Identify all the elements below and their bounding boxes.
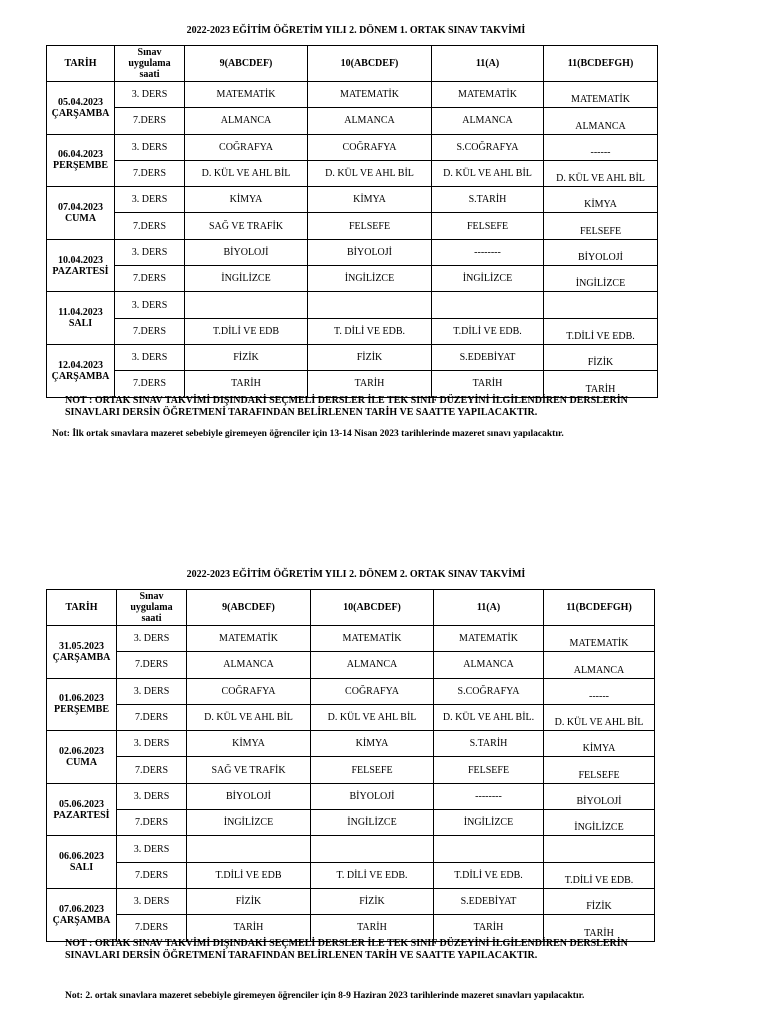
- date-value: 05.04.2023: [58, 96, 103, 108]
- day-name: PAZARTESİ: [53, 809, 110, 821]
- grade-10-cell: BİYOLOJİ: [308, 239, 432, 265]
- day-name: CUMA: [65, 756, 98, 768]
- date-cell: [47, 888, 117, 941]
- table-row: [47, 187, 658, 213]
- grade-11bcdefgh-cell: KİMYA: [544, 187, 658, 213]
- day-name: PERŞEMBE: [53, 704, 109, 716]
- period-cell: 3. DERS: [117, 678, 187, 704]
- period-cell: 3. DERS: [115, 187, 185, 213]
- grade-11bcdefgh-cell: ------: [544, 134, 658, 160]
- date-cell: [47, 292, 115, 345]
- grade-10-cell: İNGİLİZCE: [308, 266, 432, 292]
- header-grade-10: 10(ABCDEF): [311, 590, 434, 626]
- grade-10-cell: MATEMATİK: [308, 82, 432, 108]
- grade-10-cell: D. KÜL VE AHL BİL: [311, 704, 434, 730]
- table-row: [47, 266, 658, 292]
- date-cell: [47, 731, 117, 784]
- grade-11bcdefgh-cell: [544, 292, 658, 318]
- grade-10-cell: FİZİK: [311, 888, 434, 914]
- grade-10-cell: D. KÜL VE AHL BİL: [308, 160, 432, 186]
- period-cell: 7.DERS: [117, 862, 187, 888]
- grade-9-cell: FİZİK: [187, 888, 311, 914]
- table-row: [47, 862, 655, 888]
- header-grade-10: 10(ABCDEF): [308, 46, 432, 82]
- grade-11bcdefgh-cell: TARİH: [544, 371, 658, 397]
- grade-10-cell: MATEMATİK: [311, 626, 434, 652]
- table-row: [47, 371, 658, 397]
- period-cell: 7.DERS: [115, 371, 185, 397]
- grade-11bcdefgh-cell: ------: [544, 678, 655, 704]
- grade-9-cell: FİZİK: [185, 344, 308, 370]
- grade-9-cell: SAĞ VE TRAFİK: [187, 757, 311, 783]
- grade-11bcdefgh-cell: KİMYA: [544, 731, 655, 757]
- period-cell: 3. DERS: [115, 239, 185, 265]
- table-row: [47, 82, 658, 108]
- header-exam-period-line2: uygulama: [128, 58, 171, 69]
- day-name: ÇARŞAMBA: [51, 370, 110, 382]
- header-exam-period-line1: Sınav: [139, 591, 164, 602]
- grade-10-cell: KİMYA: [311, 731, 434, 757]
- grade-9-cell: COĞRAFYA: [185, 134, 308, 160]
- exam2-note-makeup: Not: 2. ortak sınavlara mazeret sebebiyle giremeyen öğrenciler için 8-9 Haziran 2023 tarihlerinde mazeret sınavları yapılacaktır.: [65, 991, 585, 1001]
- table-row: [47, 344, 658, 370]
- grade-11a-cell: S.TARİH: [432, 187, 544, 213]
- grade-11bcdefgh-cell: FELSEFE: [544, 213, 658, 239]
- grade-11a-cell: S.COĞRAFYA: [434, 678, 544, 704]
- day-name: PAZARTESİ: [52, 265, 109, 277]
- grade-11a-cell: TARİH: [432, 371, 544, 397]
- date-value: 31.05.2023: [59, 640, 104, 652]
- grade-10-cell: [311, 836, 434, 862]
- table-row: [47, 318, 658, 344]
- period-cell: 3. DERS: [115, 134, 185, 160]
- period-cell: 3. DERS: [117, 836, 187, 862]
- day-name: ÇARŞAMBA: [52, 651, 111, 663]
- period-cell: 7.DERS: [115, 318, 185, 344]
- grade-11bcdefgh-cell: TARİH: [544, 915, 655, 941]
- grade-9-cell: TARİH: [185, 371, 308, 397]
- grade-11a-cell: [434, 836, 544, 862]
- table-row: [47, 836, 655, 862]
- grade-11bcdefgh-cell: İNGİLİZCE: [544, 266, 658, 292]
- period-cell: 7.DERS: [117, 915, 187, 941]
- header-exam-period: [117, 590, 187, 626]
- table-row: [47, 239, 658, 265]
- header-grade-11a: 11(A): [434, 590, 544, 626]
- exam2-note-line2: SINAVLARI DERSİN ÖĞRETMENİ TARAFINDAN BELİRLENEN TARİH VE SAATTE YAPILACAKTIR.: [65, 950, 538, 961]
- header-grade-11bcdefgh: 11(BCDEFGH): [544, 46, 658, 82]
- grade-10-cell: COĞRAFYA: [311, 678, 434, 704]
- day-name: ÇARŞAMBA: [52, 914, 111, 926]
- period-cell: 3. DERS: [117, 888, 187, 914]
- grade-11bcdefgh-cell: T.DİLİ VE EDB.: [544, 318, 658, 344]
- header-tarih: TARİH: [47, 46, 115, 82]
- table-row: [47, 213, 658, 239]
- table-row: [47, 678, 655, 704]
- day-name: ÇARŞAMBA: [51, 107, 110, 119]
- date-value: 01.06.2023: [59, 693, 104, 705]
- grade-10-cell: ALMANCA: [308, 108, 432, 134]
- date-value: 10.04.2023: [58, 254, 103, 266]
- grade-9-cell: MATEMATİK: [187, 626, 311, 652]
- grade-10-cell: COĞRAFYA: [308, 134, 432, 160]
- grade-9-cell: İNGİLİZCE: [185, 266, 308, 292]
- table-row: [47, 292, 658, 318]
- date-value: 02.06.2023: [59, 745, 104, 757]
- header-exam-period-line3: saati: [139, 69, 160, 80]
- grade-11a-cell: D. KÜL VE AHL BİL: [432, 160, 544, 186]
- table-row: [47, 704, 655, 730]
- grade-11a-cell: ALMANCA: [432, 108, 544, 134]
- header-exam-period: [115, 46, 185, 82]
- grade-10-cell: T. DİLİ VE EDB.: [308, 318, 432, 344]
- grade-10-cell: KİMYA: [308, 187, 432, 213]
- grade-9-cell: KİMYA: [185, 187, 308, 213]
- table-row: [47, 731, 655, 757]
- grade-11bcdefgh-cell: FİZİK: [544, 344, 658, 370]
- date-cell: [47, 783, 117, 836]
- table-row: [47, 626, 655, 652]
- grade-11a-cell: İNGİLİZCE: [432, 266, 544, 292]
- exam2-title: 2022-2023 EĞİTİM ÖĞRETİM YILI 2. DÖNEM 2. ORTAK SINAV TAKVİMİ: [186, 569, 526, 580]
- period-cell: 7.DERS: [115, 108, 185, 134]
- grade-11bcdefgh-cell: ALMANCA: [544, 652, 655, 678]
- grade-11bcdefgh-cell: MATEMATİK: [544, 82, 658, 108]
- grade-11a-cell: T.DİLİ VE EDB.: [432, 318, 544, 344]
- table-row: [47, 783, 655, 809]
- grade-9-cell: COĞRAFYA: [187, 678, 311, 704]
- grade-11a-cell: --------: [434, 783, 544, 809]
- grade-9-cell: SAĞ VE TRAFİK: [185, 213, 308, 239]
- grade-10-cell: TARİH: [311, 915, 434, 941]
- grade-11a-cell: S.COĞRAFYA: [432, 134, 544, 160]
- grade-11bcdefgh-cell: İNGİLİZCE: [544, 810, 655, 836]
- header-exam-period-line1: Sınav: [137, 47, 162, 58]
- header-grade-11bcdefgh: 11(BCDEFGH): [544, 590, 655, 626]
- date-cell: [47, 678, 117, 731]
- grade-11a-cell: FELSEFE: [432, 213, 544, 239]
- exam1-note-line1: NOT : ORTAK SINAV TAKVİMİ DIŞINDAKİ SEÇMELİ DERSLER İLE TEK SINIF DÜZEYİNİ İLGİLENDİREN DERSLERİN: [65, 395, 628, 406]
- grade-11a-cell: MATEMATİK: [432, 82, 544, 108]
- grade-11bcdefgh-cell: D. KÜL VE AHL BİL: [544, 704, 655, 730]
- grade-11bcdefgh-cell: FELSEFE: [544, 757, 655, 783]
- grade-11bcdefgh-cell: MATEMATİK: [544, 626, 655, 652]
- date-cell: [47, 187, 115, 240]
- grade-11a-cell: [432, 292, 544, 318]
- date-cell: [47, 344, 115, 397]
- exam1-note-line2: SINAVLARI DERSİN ÖĞRETMENİ TARAFINDAN BELİRLENEN TARİH VE SAATTE YAPILACAKTIR.: [65, 407, 538, 418]
- date-cell: [47, 82, 115, 135]
- grade-11bcdefgh-cell: FİZİK: [544, 888, 655, 914]
- header-exam-period-line2: uygulama: [130, 602, 173, 613]
- period-cell: 7.DERS: [115, 213, 185, 239]
- grade-9-cell: [187, 836, 311, 862]
- grade-9-cell: T.DİLİ VE EDB: [187, 862, 311, 888]
- header-grade-9: 9(ABCDEF): [187, 590, 311, 626]
- grade-11bcdefgh-cell: ALMANCA: [544, 108, 658, 134]
- table-row: [47, 652, 655, 678]
- table-row: [47, 160, 658, 186]
- grade-9-cell: T.DİLİ VE EDB: [185, 318, 308, 344]
- header-exam-period-line3: saati: [141, 613, 162, 624]
- header-grade-9: 9(ABCDEF): [185, 46, 308, 82]
- grade-9-cell: TARİH: [187, 915, 311, 941]
- table-row: [47, 810, 655, 836]
- period-cell: 7.DERS: [117, 652, 187, 678]
- grade-11a-cell: İNGİLİZCE: [434, 810, 544, 836]
- grade-11bcdefgh-cell: BİYOLOJİ: [544, 783, 655, 809]
- grade-9-cell: D. KÜL VE AHL BİL: [187, 704, 311, 730]
- exam1-note-elective: [65, 395, 665, 419]
- table-row: [47, 888, 655, 914]
- date-value: 11.04.2023: [58, 307, 103, 319]
- grade-9-cell: [185, 292, 308, 318]
- grade-9-cell: MATEMATİK: [185, 82, 308, 108]
- date-value: 12.04.2023: [58, 359, 103, 371]
- period-cell: 7.DERS: [115, 160, 185, 186]
- day-name: SALI: [68, 318, 93, 330]
- date-value: 05.06.2023: [59, 798, 104, 810]
- grade-10-cell: FELSEFE: [308, 213, 432, 239]
- grade-10-cell: [308, 292, 432, 318]
- grade-11a-cell: S.TARİH: [434, 731, 544, 757]
- grade-11a-cell: D. KÜL VE AHL BİL.: [434, 704, 544, 730]
- date-cell: [47, 239, 115, 292]
- exam1-note-makeup: Not: İlk ortak sınavlara mazeret sebebiyle giremeyen öğrenciler için 13-14 Nisan 2023 tarihlerinde mazeret sınavı yapılacaktır.: [52, 429, 564, 439]
- grade-11bcdefgh-cell: D. KÜL VE AHL BİL: [544, 160, 658, 186]
- exam1-schedule-table: [46, 45, 658, 398]
- grade-11bcdefgh-cell: T.DİLİ VE EDB.: [544, 862, 655, 888]
- grade-10-cell: İNGİLİZCE: [311, 810, 434, 836]
- grade-11bcdefgh-cell: [544, 836, 655, 862]
- grade-11a-cell: MATEMATİK: [434, 626, 544, 652]
- grade-9-cell: BİYOLOJİ: [185, 239, 308, 265]
- exam2-schedule-table: [46, 589, 655, 942]
- grade-10-cell: FELSEFE: [311, 757, 434, 783]
- exam1-title: 2022-2023 EĞİTİM ÖĞRETİM YILI 2. DÖNEM 1. ORTAK SINAV TAKVİMİ: [186, 25, 526, 36]
- grade-9-cell: ALMANCA: [187, 652, 311, 678]
- header-grade-11a: 11(A): [432, 46, 544, 82]
- grade-10-cell: FİZİK: [308, 344, 432, 370]
- period-cell: 3. DERS: [115, 292, 185, 318]
- grade-11a-cell: S.EDEBİYAT: [432, 344, 544, 370]
- period-cell: 3. DERS: [117, 731, 187, 757]
- grade-9-cell: İNGİLİZCE: [187, 810, 311, 836]
- period-cell: 7.DERS: [117, 704, 187, 730]
- grade-10-cell: T. DİLİ VE EDB.: [311, 862, 434, 888]
- exam2-note-line1: NOT : ORTAK SINAV TAKVİMİ DIŞINDAKİ SEÇMELİ DERSLER İLE TEK SINIF DÜZEYİNİ İLGİLENDİREN DERSLERİN: [65, 938, 628, 949]
- period-cell: 3. DERS: [117, 626, 187, 652]
- grade-9-cell: KİMYA: [187, 731, 311, 757]
- period-cell: 7.DERS: [117, 757, 187, 783]
- grade-9-cell: ALMANCA: [185, 108, 308, 134]
- table-row: [47, 757, 655, 783]
- grade-11bcdefgh-cell: BİYOLOJİ: [544, 239, 658, 265]
- grade-9-cell: D. KÜL VE AHL BİL: [185, 160, 308, 186]
- table-row: [47, 134, 658, 160]
- date-value: 07.06.2023: [59, 903, 104, 915]
- date-value: 06.06.2023: [59, 851, 104, 863]
- table-row: [47, 108, 658, 134]
- exam2-note-elective: [65, 938, 665, 962]
- grade-11a-cell: ALMANCA: [434, 652, 544, 678]
- grade-10-cell: TARİH: [308, 371, 432, 397]
- header-tarih: TARİH: [47, 590, 117, 626]
- date-cell: [47, 626, 117, 679]
- period-cell: 7.DERS: [115, 266, 185, 292]
- date-value: 07.04.2023: [58, 201, 103, 213]
- grade-10-cell: ALMANCA: [311, 652, 434, 678]
- date-cell: [47, 836, 117, 889]
- date-value: 06.04.2023: [58, 149, 103, 161]
- day-name: PERŞEMBE: [52, 160, 108, 172]
- period-cell: 7.DERS: [117, 810, 187, 836]
- grade-11a-cell: T.DİLİ VE EDB.: [434, 862, 544, 888]
- period-cell: 3. DERS: [115, 82, 185, 108]
- period-cell: 3. DERS: [117, 783, 187, 809]
- grade-11a-cell: --------: [432, 239, 544, 265]
- day-name: CUMA: [64, 212, 97, 224]
- grade-11a-cell: S.EDEBİYAT: [434, 888, 544, 914]
- day-name: SALI: [69, 862, 94, 874]
- grade-11a-cell: FELSEFE: [434, 757, 544, 783]
- period-cell: 3. DERS: [115, 344, 185, 370]
- date-cell: [47, 134, 115, 187]
- grade-10-cell: BİYOLOJİ: [311, 783, 434, 809]
- grade-11a-cell: TARİH: [434, 915, 544, 941]
- grade-9-cell: BİYOLOJİ: [187, 783, 311, 809]
